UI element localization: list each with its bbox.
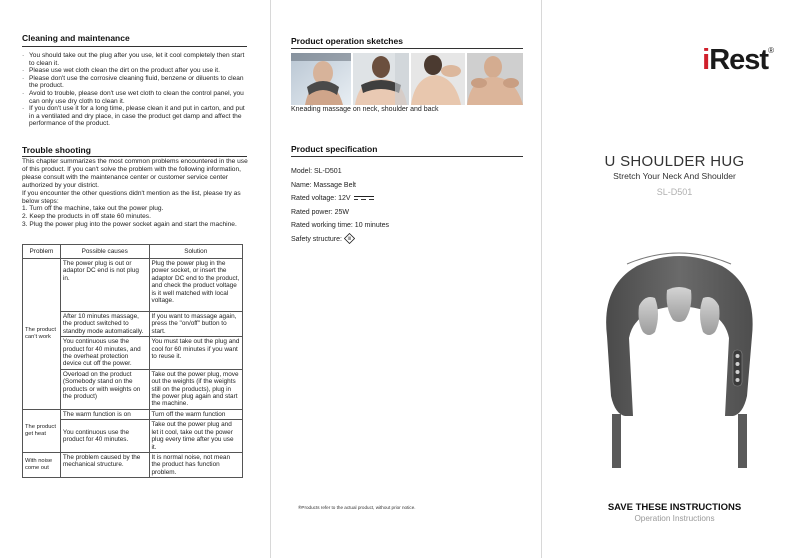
intro-paragraph: If you encounter the other questions didn't mention as the list, please try as below steps: <box>22 189 241 205</box>
solution-cell: Take out the power plug, move out the weights (if the weights still on the products), plug in the power plug again and start the machine. <box>149 369 243 409</box>
trouble-intro <box>22 158 250 229</box>
problem-cell: The product get heat <box>23 409 61 452</box>
photo-neck <box>291 53 351 105</box>
solution-cell: Take out the power plug and let it cool, take out the power plug every time after you use it. <box>149 420 243 453</box>
troubleshooting-table <box>22 244 243 478</box>
operation-title: Product operation sketches <box>291 36 403 46</box>
cause-cell: After 10 minutes massage, the product switched to standby mode automatically. <box>60 312 149 337</box>
cleaning-rule <box>22 46 247 47</box>
cleaning-title: Cleaning and maintenance <box>22 33 130 43</box>
column-header: Problem <box>23 245 61 259</box>
table-header-row <box>23 245 243 259</box>
product-model: SL-D501 <box>656 187 693 197</box>
intro-step: 1. Turn off the machine, take out the power plug. <box>22 205 164 213</box>
spec-line: Model: SL-D501 <box>291 168 342 175</box>
problem-cell: The product can't work <box>23 259 61 410</box>
problem-cell: With noise come out <box>23 452 61 477</box>
column-header: Possible causes <box>60 245 149 259</box>
trouble-title: Trouble shooting <box>22 145 91 155</box>
spec-line: Rated working time: 10 minutes <box>291 222 390 229</box>
solution-cell: Turn off the warm function <box>149 409 243 419</box>
solution-cell: If you want to massage again, press the "on/off" button to start. <box>149 312 243 337</box>
brand-logo: iRest® <box>702 44 773 76</box>
table-row <box>23 409 243 419</box>
solution-cell: Plug the power plug in the power socket, or insert the adaptor DC end to the product, and check the product voltage is it well matched with local voltage. <box>149 259 243 312</box>
operation-instructions-label: Operation Instructions <box>634 514 715 523</box>
trouble-rule <box>22 156 247 157</box>
footnote: ®Products refer to the actual product, without prior notice. <box>298 505 416 510</box>
spec-line: Safety structure: III <box>291 233 389 247</box>
list-item: · You should take out the plug after you use, let it cool completely then start to clean it. <box>22 52 250 67</box>
cleaning-list <box>22 52 250 128</box>
spec-line: Rated power: 25W <box>291 208 349 216</box>
cause-cell: Overload on the product (Somebody stand on the products or with weights on the product) <box>60 369 149 409</box>
list-item: · Please don't use the corrosive cleaning fluid, benzene or diluents to clean the product. <box>22 75 250 90</box>
spec-title: Product specification <box>291 144 378 154</box>
list-item: · If you don't use it for a long time, please clean it and put in carton, and put in a ventilated and dry place, in case the product get damp and affect the performance of the product. <box>22 105 250 128</box>
save-instructions: SAVE THESE INSTRUCTIONS <box>607 502 742 513</box>
intro-step: 2. Keep the products in off state 60 minutes. <box>22 213 151 221</box>
list-item: · Avoid to trouble, please don't use wet cloth to clean the control panel, you can only use dry cloth to clean it. <box>22 90 250 105</box>
operation-rule <box>291 48 523 49</box>
shoulder-massager-image <box>597 246 762 468</box>
operation-caption: Kneading massage on neck, shoulder and back <box>291 106 439 113</box>
photo-back-right <box>467 53 523 105</box>
solution-cell: It is normal noise, not mean the product has function problem. <box>149 452 243 477</box>
spec-line: Name: Massage Belt <box>291 181 356 189</box>
class-iii-safety-icon <box>344 233 355 244</box>
list-item: · Please use wet cloth clean the dirt on the product after you use it. <box>22 67 250 75</box>
cause-cell: The warm function is on <box>60 409 149 419</box>
photo-back-left <box>411 53 465 105</box>
svg-text:III: III <box>347 237 352 243</box>
photo-shoulder <box>353 53 409 105</box>
cause-cell: You continuous use the product for 40 minutes. <box>60 420 149 453</box>
column-header: Solution <box>149 245 243 259</box>
table-row <box>23 452 243 477</box>
cause-cell: The power plug is out or adaptor DC end is not plug in. <box>60 259 149 312</box>
table-row <box>23 259 243 312</box>
cause-cell: The problem caused by the mechanical structure. <box>60 452 149 477</box>
intro-paragraph: This chapter summarizes the most common problems encountered in the use of this product. If you can't solve the problem with the following information, please consult with the maintenance center or customer service center authorized by your district. <box>22 158 248 189</box>
spec-line: Rated voltage: 12V <box>291 192 389 206</box>
solution-cell: You must take out the plug and cool for 60 minutes if you want to reuse it. <box>149 337 243 370</box>
spec-list <box>291 165 389 246</box>
spec-rule <box>291 156 523 157</box>
product-title: U SHOULDER HUG <box>604 153 745 170</box>
operation-photos <box>291 53 523 105</box>
product-subtitle: Stretch Your Neck And Shoulder <box>613 171 736 181</box>
cause-cell: You continuous use the product for 40 minutes, and the overheat protection device cut off the power. <box>60 337 149 370</box>
intro-step: 3. Plug the power plug into the power socket again and start the machine. <box>22 221 237 229</box>
dc-symbol-icon <box>353 195 375 201</box>
